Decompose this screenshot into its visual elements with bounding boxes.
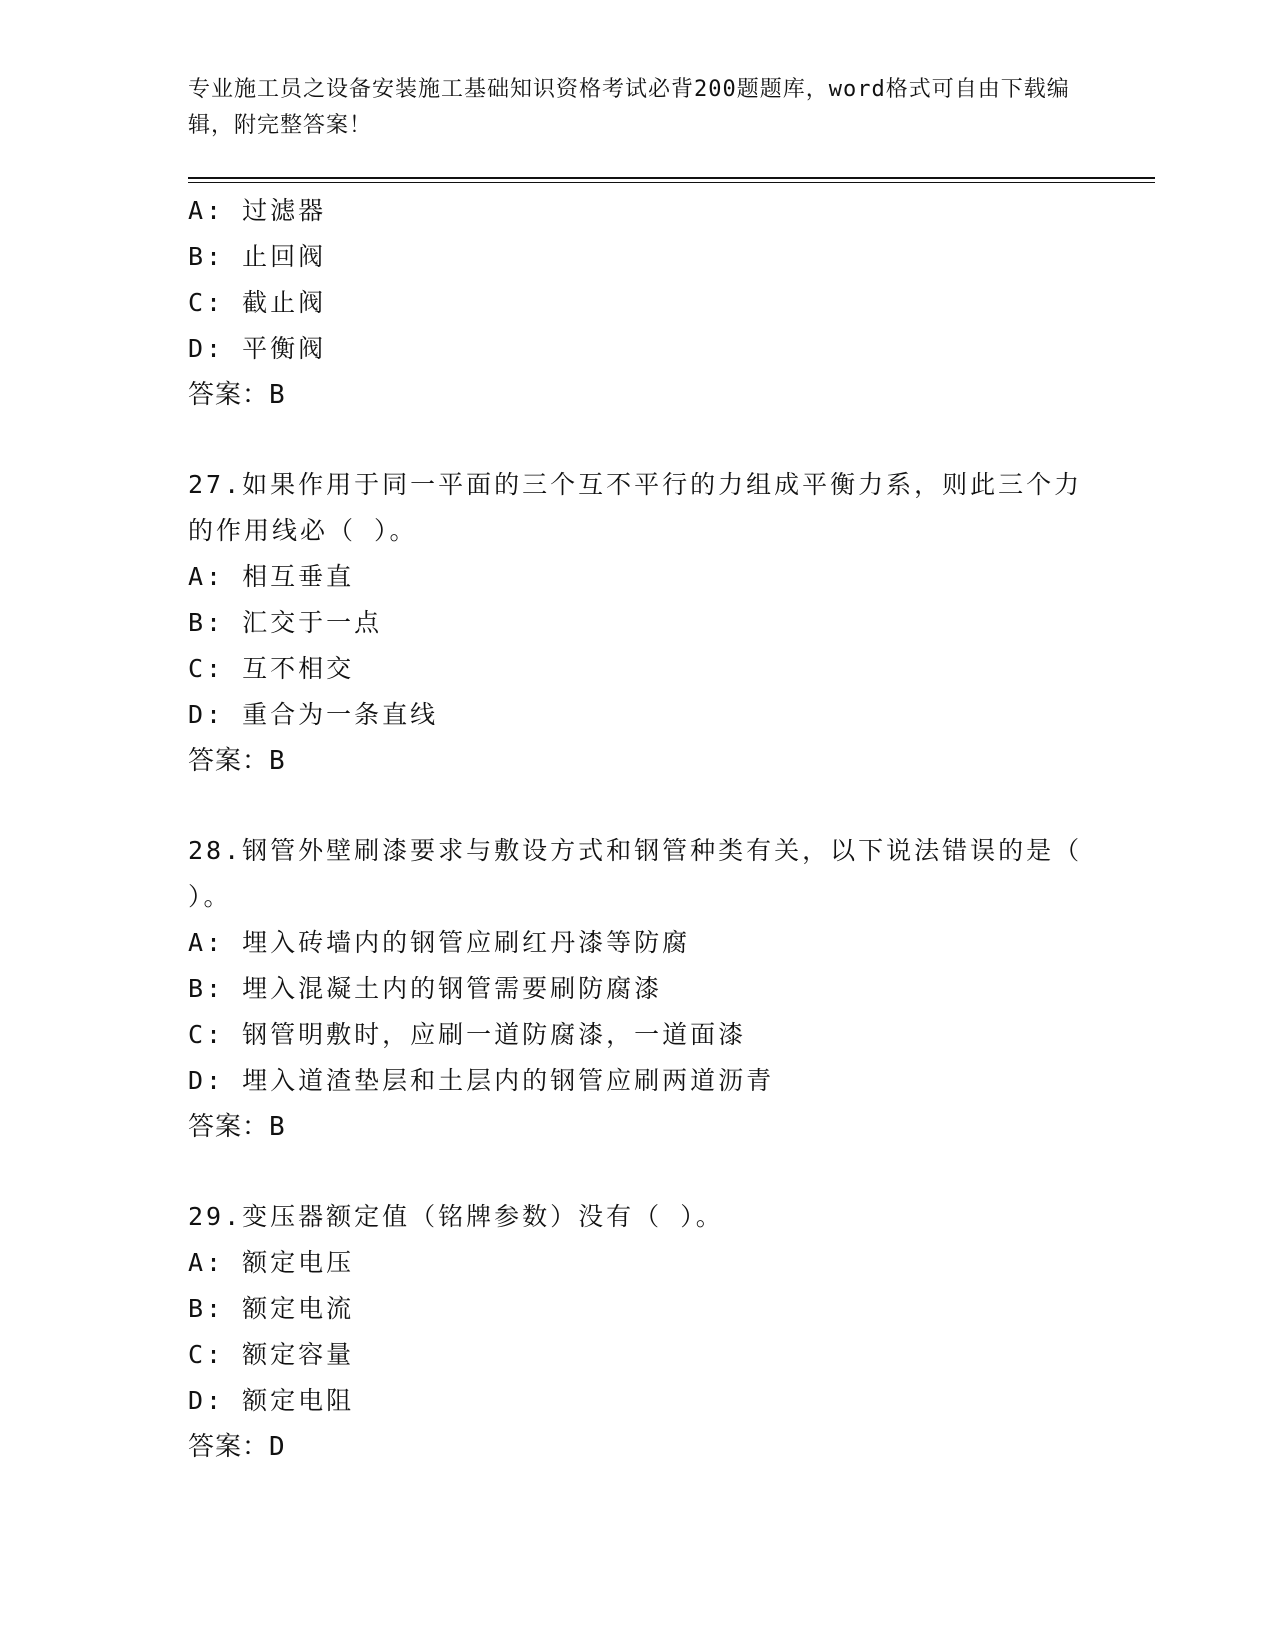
option-c xyxy=(188,1332,1088,1378)
option-label: C: xyxy=(188,1340,225,1369)
option-d xyxy=(188,326,1088,372)
question-29 xyxy=(188,1194,1088,1470)
option-text: 钢管明敷时，应刷一道防腐漆，一道面漆 xyxy=(242,1020,747,1049)
answer: 答案：B xyxy=(188,380,286,410)
option-text: 额定电阻 xyxy=(242,1386,355,1415)
option-text: 额定电压 xyxy=(242,1248,355,1277)
header-divider-thick xyxy=(188,177,1155,179)
option-text: 平衡阀 xyxy=(242,334,327,363)
header-divider-thin xyxy=(188,182,1155,183)
option-c xyxy=(188,280,1088,326)
option-a xyxy=(188,1240,1088,1286)
answer: 答案：B xyxy=(188,746,286,776)
option-label: C: xyxy=(188,654,225,683)
option-text: 止回阀 xyxy=(242,242,327,271)
question-list xyxy=(188,188,1088,1470)
document-header xyxy=(188,72,1088,144)
question-stem: 29.变压器额定值（铭牌参数）没有（ ）。 xyxy=(188,1202,724,1231)
option-text: 截止阀 xyxy=(242,288,327,317)
option-d xyxy=(188,692,1088,738)
spacer xyxy=(188,418,1088,462)
option-label: A: xyxy=(188,1248,225,1277)
question-stem: 28.钢管外壁刷漆要求与敷设方式和钢管种类有关，以下说法错误的是（ ）。 xyxy=(188,836,1083,911)
option-d xyxy=(188,1058,1088,1104)
option-text: 重合为一条直线 xyxy=(242,700,439,729)
option-label: A: xyxy=(188,928,225,957)
answer: 答案：B xyxy=(188,1112,286,1142)
spacer xyxy=(188,784,1088,828)
option-text: 额定电流 xyxy=(242,1294,355,1323)
question-stem: 27.如果作用于同一平面的三个互不平行的力组成平衡力系，则此三个力的作用线必（ ）。 xyxy=(188,470,1083,545)
option-d xyxy=(188,1378,1088,1424)
question-26-continued xyxy=(188,188,1088,418)
option-label: D: xyxy=(188,1386,225,1415)
option-label: C: xyxy=(188,1020,225,1049)
option-text: 相互垂直 xyxy=(242,562,355,591)
option-c xyxy=(188,646,1088,692)
option-label: B: xyxy=(188,1294,225,1323)
option-text: 互不相交 xyxy=(242,654,355,683)
question-27 xyxy=(188,462,1088,784)
option-label: B: xyxy=(188,608,225,637)
option-text: 埋入混凝土内的钢管需要刷防腐漆 xyxy=(242,974,663,1003)
option-text: 汇交于一点 xyxy=(242,608,383,637)
option-text: 过滤器 xyxy=(242,196,327,225)
option-label: A: xyxy=(188,562,225,591)
header-text: 专业施工员之设备安装施工基础知识资格考试必背200题题库，word格式可自由下载编辑，附完整答案！ xyxy=(188,77,1070,138)
option-a xyxy=(188,188,1088,234)
option-a xyxy=(188,554,1088,600)
option-b xyxy=(188,600,1088,646)
option-label: D: xyxy=(188,700,225,729)
spacer xyxy=(188,1150,1088,1194)
option-label: D: xyxy=(188,1066,225,1095)
option-label: D: xyxy=(188,334,225,363)
option-a xyxy=(188,920,1088,966)
option-label: B: xyxy=(188,242,225,271)
option-c xyxy=(188,1012,1088,1058)
option-text: 额定容量 xyxy=(242,1340,355,1369)
option-label: C: xyxy=(188,288,225,317)
option-b xyxy=(188,234,1088,280)
answer: 答案：D xyxy=(188,1432,286,1462)
option-b xyxy=(188,1286,1088,1332)
option-label: A: xyxy=(188,196,225,225)
option-b xyxy=(188,966,1088,1012)
option-text: 埋入砖墙内的钢管应刷红丹漆等防腐 xyxy=(242,928,691,957)
option-text: 埋入道渣垫层和土层内的钢管应刷两道沥青 xyxy=(242,1066,775,1095)
question-28 xyxy=(188,828,1088,1150)
option-label: B: xyxy=(188,974,225,1003)
